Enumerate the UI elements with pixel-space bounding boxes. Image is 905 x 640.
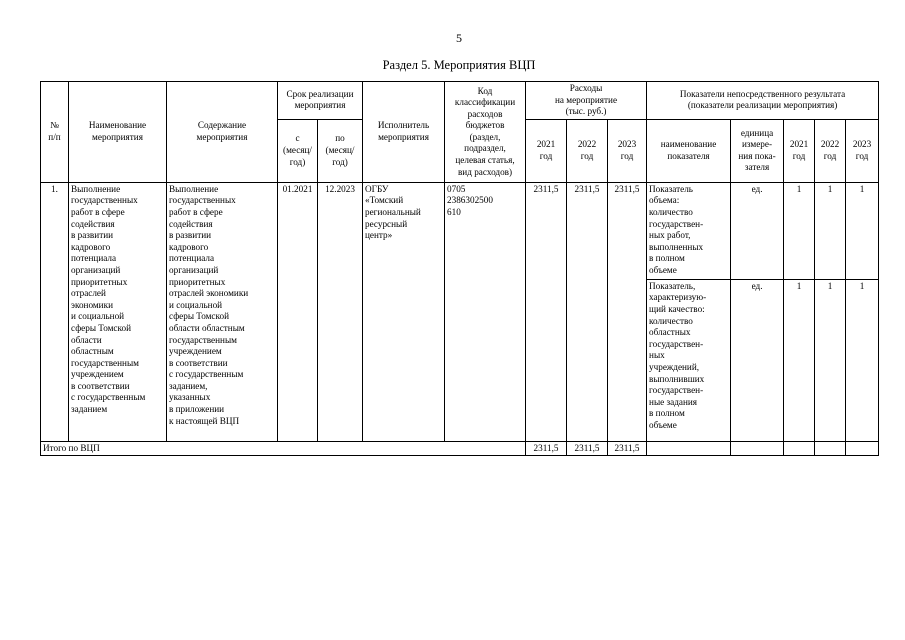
table-row [41,182,879,279]
header-period-to: по (месяц/ год) [318,119,363,182]
header-executor: Исполнитель мероприятия [363,82,445,183]
total-empty-cell [731,441,784,456]
header-period: Срок реализации мероприятия [278,82,363,120]
total-empty-cell [784,441,815,456]
indicator-value-2022: 1 [815,279,846,441]
header-code: Код классификации расходов бюджетов (раздел, подраздел, целевая статья, вид расходов) [445,82,526,183]
total-empty-cell [815,441,846,456]
row-num: 1. [41,182,69,441]
indicator-value-2021: 1 [784,279,815,441]
indicator-value-2023: 1 [846,279,879,441]
header-exp-2021: 2021 год [526,119,567,182]
total-exp-2023: 2311,5 [608,441,647,456]
header-indicator-2022: 2022 год [815,119,846,182]
indicator-name: Показатель объема: количество государствен- ных работ, выполненных в полном объеме [647,182,731,279]
header-indicator-name: наименование показателя [647,119,731,182]
header-expenses: Расходы на мероприятие (тыс. руб.) [526,82,647,120]
section-title: Раздел 5. Мероприятия ВЦП [382,58,536,72]
header-exp-2023: 2023 год [608,119,647,182]
total-empty-cell [647,441,731,456]
total-exp-2021: 2311,5 [526,441,567,456]
row-exp-2023: 2311,5 [608,182,647,441]
header-exp-2022: 2022 год [567,119,608,182]
total-row [41,441,879,456]
header-name: Наименование мероприятия [69,82,167,183]
indicator-name: Показатель, характеризую- щий качество: количество областных государствен- ных учреждений, выполнивших государствен- ные задания в полном объеме [647,279,731,441]
row-content: Выполнение государственных работ в сфере содействия в развитии кадрового потенциала организаций приоритетных отраслей экономики и социальной сферы Томской области областным государственным учреждением в соответствии с государственным заданием, указанных в приложении к настоящей ВЦП [167,182,278,441]
total-empty-cell [846,441,879,456]
measures-table [40,81,879,456]
header-content: Содержание мероприятия [167,82,278,183]
total-exp-2022: 2311,5 [567,441,608,456]
header-num: № п/п [41,82,69,183]
header-indicator-2023: 2023 год [846,119,879,182]
indicator-unit: ед. [731,182,784,279]
indicator-value-2021: 1 [784,182,815,279]
header-row-1 [41,82,879,120]
header-indicator-unit: единица измере- ния пока- зателя [731,119,784,182]
header-period-from: с (месяц/ год) [278,119,318,182]
header-indicator-2021: 2021 год [784,119,815,182]
indicator-unit: ед. [731,279,784,441]
page-number: 5 [456,31,462,45]
row-period-from: 01.2021 [278,182,318,441]
row-executor: ОГБУ «Томский региональный ресурсный центр» [363,182,445,441]
row-exp-2022: 2311,5 [567,182,608,441]
total-label: Итого по ВЦП [41,441,526,456]
header-indicators: Показатели непосредственного результата (показатели реализации мероприятия) [647,82,879,120]
indicator-value-2022: 1 [815,182,846,279]
row-period-to: 12.2023 [318,182,363,441]
row-name: Выполнение государственных работ в сфере содействия в развитии кадрового потенциала организаций приоритетных отраслей экономики и социальной сферы Томской области областным государственным учреждением в соответствии с государственным заданием [69,182,167,441]
row-exp-2021: 2311,5 [526,182,567,441]
row-code: 0705 2386302500 610 [445,182,526,441]
indicator-value-2023: 1 [846,182,879,279]
